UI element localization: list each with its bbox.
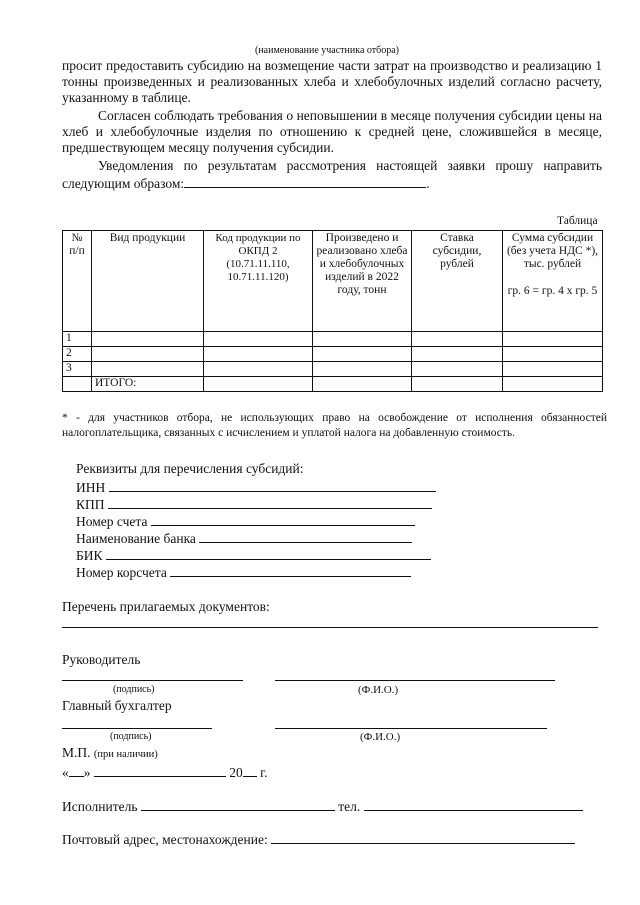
date-year-prefix: 20 <box>229 765 243 780</box>
kpp-row <box>76 495 432 513</box>
table-cell[interactable] <box>503 332 603 347</box>
address-row <box>62 830 575 848</box>
table-row <box>63 347 603 362</box>
table-row <box>63 362 603 377</box>
table-cell[interactable] <box>503 362 603 377</box>
table-header-row <box>63 231 603 332</box>
table-header-number: № п/п <box>63 231 92 332</box>
bik-field[interactable] <box>106 546 431 560</box>
executor-label: Исполнитель <box>62 799 138 814</box>
bank-row <box>76 529 412 547</box>
paragraph-notification: Уведомления по результатам рассмотрения настоящей заявки прошу направить следующим образом: . <box>62 158 602 191</box>
stamp-label: М.П. <box>62 745 91 760</box>
table-cell[interactable] <box>204 362 313 377</box>
table-cell[interactable] <box>503 377 603 392</box>
table-header-rate: Ставка субсидии, рублей <box>412 231 503 332</box>
bik-label: БИК <box>76 548 103 563</box>
table-total-row <box>63 377 603 392</box>
notification-text: Уведомления по результатам рассмотрения настоящей заявки прошу направить следующим образом: <box>62 158 602 191</box>
bik-row <box>76 546 431 564</box>
paragraph-subsidy-request: просит предоставить субсидию на возмещение части затрат на производство и реализацию 1 тонны произведенных и реализованных хлеба и хлебобулочных изделий согласно расчету, указанному в таблице. <box>62 58 602 105</box>
table-cell[interactable] <box>412 332 503 347</box>
head-signature-field[interactable] <box>62 680 243 681</box>
date-year-suffix: г. <box>260 765 268 780</box>
header-caption: (наименование участника отбора) <box>255 45 399 56</box>
table-header-product: Вид продукции <box>92 231 204 332</box>
account-label: Номер счета <box>76 514 148 529</box>
table-header-amount <box>503 231 603 332</box>
table-cell[interactable] <box>204 347 313 362</box>
table-header-produced: Произведено и реализовано хлеба и хлебобулочных изделий в 2022 году, тонн <box>313 231 412 332</box>
accountant-signature-caption: (подпись) <box>110 731 152 742</box>
date-year-field[interactable] <box>243 763 257 777</box>
amount-formula: гр. 6 = гр. 4 х гр. 5 <box>507 285 598 297</box>
row-number: 1 <box>63 332 92 347</box>
table-cell[interactable] <box>204 377 313 392</box>
table-cell[interactable] <box>412 347 503 362</box>
table-row <box>63 332 603 347</box>
head-label: Руководитель <box>62 652 141 667</box>
table-cell[interactable] <box>313 332 412 347</box>
executor-row <box>62 797 583 815</box>
bank-label: Наименование банка <box>76 531 196 546</box>
bank-field[interactable] <box>199 529 412 543</box>
total-label: ИТОГО: <box>92 377 204 392</box>
table-cell[interactable] <box>412 362 503 377</box>
table-cell <box>63 377 92 392</box>
inn-row <box>76 478 436 496</box>
table-cell[interactable] <box>92 362 204 377</box>
date-close-quote: » <box>83 765 91 780</box>
amount-header-text: Сумма субсидии (без учета НДС *), тыс. рублей <box>506 232 599 270</box>
docs-field[interactable] <box>62 627 598 628</box>
account-row <box>76 512 415 530</box>
row-number: 3 <box>63 362 92 377</box>
stamp-row <box>62 745 158 763</box>
date-month-field[interactable] <box>94 763 226 777</box>
requisites-title: Реквизиты для перечисления субсидий: <box>76 461 304 476</box>
date-open-quote: « <box>62 765 69 780</box>
row-number: 2 <box>63 347 92 362</box>
table-cell[interactable] <box>92 332 204 347</box>
notification-method-field[interactable] <box>184 174 426 188</box>
stamp-note: (при наличии) <box>93 749 158 760</box>
table-cell[interactable] <box>313 347 412 362</box>
accountant-signature-field[interactable] <box>62 728 212 729</box>
table-label: Таблица <box>557 215 598 227</box>
executor-field[interactable] <box>141 797 335 811</box>
corr-label: Номер корсчета <box>76 565 167 580</box>
table-cell[interactable] <box>313 362 412 377</box>
table-header-code: Код продукции по ОКПД 2 (10.71.11.110, 10.71.11.120) <box>204 231 313 332</box>
subsidy-calculation-table <box>62 230 603 392</box>
account-field[interactable] <box>151 512 415 526</box>
kpp-label: КПП <box>76 497 105 512</box>
date-row <box>62 763 268 781</box>
accountant-label: Главный бухгалтер <box>62 698 172 713</box>
corr-field[interactable] <box>170 563 411 577</box>
corr-row <box>76 563 411 581</box>
accountant-fio-caption: (Ф.И.О.) <box>360 731 401 743</box>
phone-field[interactable] <box>364 797 583 811</box>
paragraph-price-agreement: Согласен соблюдать требования о неповышении в месяце получения субсидии цены на хлеб и хлебобулочные изделия по отношению к средней цене, сложившейся в месяце, предшествующем месяцу получения субсидии. <box>62 108 602 155</box>
head-signature-caption: (подпись) <box>113 684 155 695</box>
address-label: Почтовый адрес, местонахождение: <box>62 832 268 847</box>
footnote: * - для участников отбора, не использующих право на освобождение от исполнения обязанностей налогоплательщика, связанных с исчислением и уплатой налога на добавленную стоимость. <box>62 412 607 439</box>
docs-label: Перечень прилагаемых документов: <box>62 599 270 614</box>
head-fio-field[interactable] <box>275 680 555 681</box>
date-day-field[interactable] <box>69 763 84 777</box>
accountant-fio-field[interactable] <box>275 728 547 729</box>
address-field[interactable] <box>271 830 575 844</box>
inn-field[interactable] <box>109 478 436 492</box>
table-cell[interactable] <box>204 332 313 347</box>
table-cell[interactable] <box>92 347 204 362</box>
head-fio-caption: (Ф.И.О.) <box>358 684 399 696</box>
table-cell[interactable] <box>313 377 412 392</box>
table-cell[interactable] <box>412 377 503 392</box>
table-cell[interactable] <box>503 347 603 362</box>
phone-label: тел. <box>338 799 361 814</box>
kpp-field[interactable] <box>108 495 432 509</box>
inn-label: ИНН <box>76 480 106 495</box>
